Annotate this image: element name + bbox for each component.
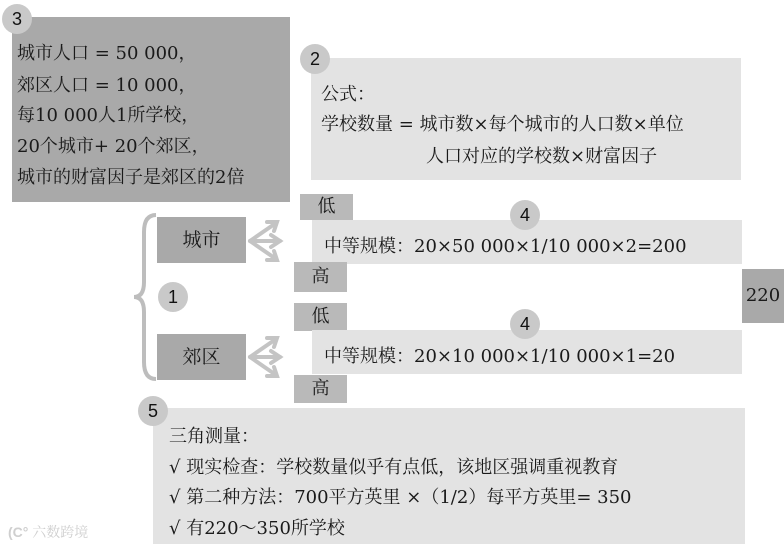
suburb-box xyxy=(157,334,246,380)
step3-line-2: 郊区人口 = 10 000， xyxy=(17,75,197,96)
city-label: 城市 xyxy=(182,229,221,251)
city-arrows-icon xyxy=(246,218,284,264)
suburb-calc-text: 中等规模：20×10 000×1/10 000×1=20 xyxy=(324,346,676,367)
step2-title: 公式： xyxy=(321,84,375,105)
step5-title: 三角测量： xyxy=(169,426,259,447)
step5-box xyxy=(153,408,745,544)
city-calc-text: 中等规模：20×50 000×1/10 000×2=200 xyxy=(324,236,687,257)
step3-number-badge: 3 xyxy=(2,4,32,34)
suburb-arrows-icon xyxy=(246,334,284,380)
step5-item-3: √ 有220～350所学校 xyxy=(169,518,345,539)
step2-formula-line-2: 人口对应的学校数×财富因子 xyxy=(426,146,658,167)
watermark-text: 六数跨境 xyxy=(32,524,89,540)
total-value: 220 xyxy=(745,285,781,306)
watermark xyxy=(8,522,88,542)
suburb-low-tag: 低 xyxy=(294,303,347,331)
step1-number-badge: 1 xyxy=(158,282,188,312)
city-box xyxy=(157,217,246,263)
total-box xyxy=(742,269,784,323)
city-step4-badge: 4 xyxy=(510,200,540,230)
suburb-high-tag: 高 xyxy=(294,375,347,403)
step5-item-1: √ 现实检查：学校数量似乎有点低，该地区强调重视教育 xyxy=(169,457,619,478)
step3-line-1: 城市人口 = 50 000， xyxy=(17,43,197,64)
city-low-tag: 低 xyxy=(300,194,353,220)
step2-number-badge: 2 xyxy=(300,44,330,74)
watermark-logo-icon: (C° xyxy=(8,524,29,540)
step2-formula-line-1: 学校数量 = 城市数×每个城市的人口数×单位 xyxy=(321,114,684,135)
step2-box xyxy=(311,58,741,180)
step3-box xyxy=(12,17,290,202)
step5-item-2: √ 第二种方法：700平方英里 ×（1/2）每平方英里= 350 xyxy=(169,487,632,508)
step5-number-badge: 5 xyxy=(138,396,168,426)
step3-line-4: 20个城市+ 20个郊区， xyxy=(17,136,210,157)
step3-line-5: 城市的财富因子是郊区的2倍 xyxy=(17,167,245,188)
step3-line-3: 每10 000人1所学校， xyxy=(17,105,200,126)
suburb-step4-badge: 4 xyxy=(510,309,540,339)
suburb-label: 郊区 xyxy=(182,346,221,368)
city-high-tag: 高 xyxy=(294,262,347,292)
